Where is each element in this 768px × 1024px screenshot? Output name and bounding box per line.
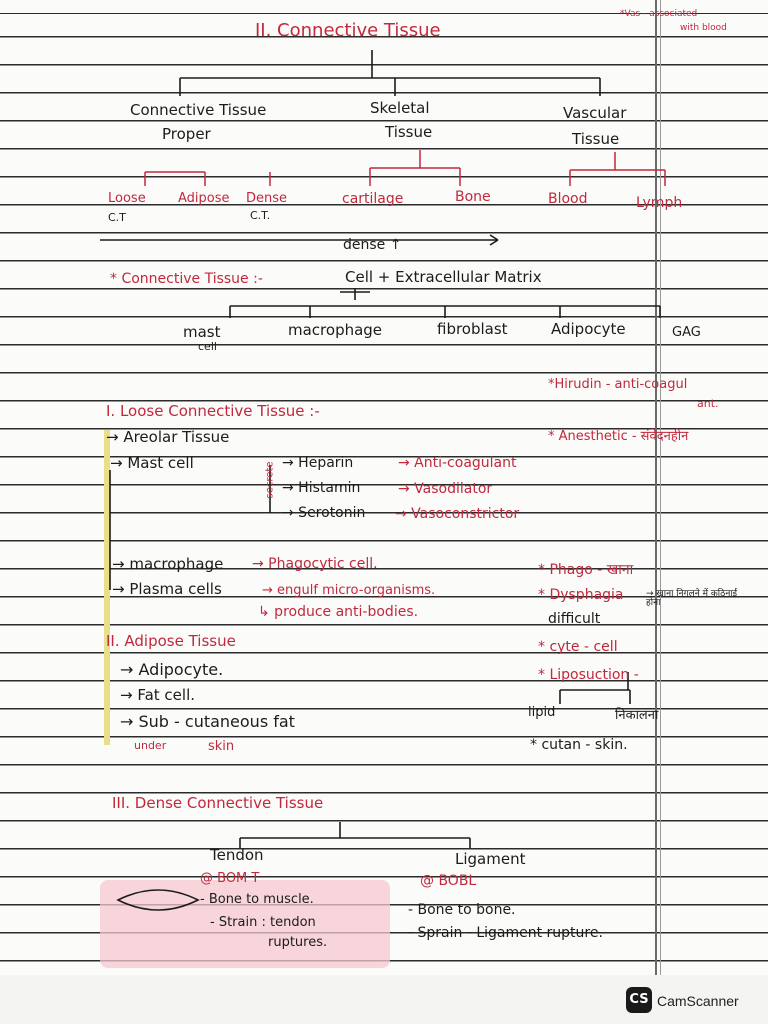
page-title: II. Connective Tissue xyxy=(255,20,441,41)
top-note-line2: with blood xyxy=(680,23,727,33)
subcutaneous-item: → Sub - cutaneous fat xyxy=(120,712,295,731)
subtype-dense-line2: C.T. xyxy=(250,209,271,222)
tendon-desc-2: - Strain : tendon xyxy=(210,915,316,930)
hirudin-note-line2: ant. xyxy=(697,397,719,410)
subtype-cartilage: cartilage xyxy=(342,191,404,207)
macrophage-item: → macrophage xyxy=(112,555,224,573)
cell-macrophage: macrophage xyxy=(288,321,383,339)
category-skeletal: Skeletal xyxy=(370,99,430,117)
category-ct-proper-line2: Proper xyxy=(162,125,211,143)
anesthetic-note: * Anesthetic - संवेदनहीन xyxy=(548,429,689,444)
adipocyte-item: → Adipocyte. xyxy=(120,660,224,679)
cell-fibroblast: fibroblast xyxy=(437,320,508,338)
subtype-lymph: Lymph xyxy=(636,195,683,211)
dense-arrow-label: dense ↑ xyxy=(343,237,402,253)
histamin: → Histamin xyxy=(282,480,361,496)
tendon-desc-3: ruptures. xyxy=(268,935,328,950)
top-note-line1: *Vas - associated xyxy=(620,9,698,19)
cell-gag: GAG xyxy=(672,325,701,340)
subtype-loose: Loose xyxy=(108,191,146,206)
hirudin-note: *Hirudin - anti-coagul xyxy=(548,377,688,392)
fat-cell-item: → Fat cell. xyxy=(120,686,196,704)
category-vascular-line2: Tissue xyxy=(572,130,620,148)
tendon-mnemonic: @ BOM T xyxy=(200,871,260,886)
dysphagia-hindi: → खाना निगलने में कठिनाई होना xyxy=(646,589,738,608)
cell-adipocyte: Adipocyte xyxy=(551,320,626,338)
ligament-desc-1: - Bone to bone. xyxy=(408,902,516,918)
camscanner-watermark: CamScanner xyxy=(657,993,739,1009)
tendon-desc-1: - Bone to muscle. xyxy=(200,892,314,907)
subtype-blood: Blood xyxy=(548,191,588,207)
adipose-heading: II. Adipose Tissue xyxy=(106,632,236,650)
ligament-desc-2: - Sprain - Ligament rupture. xyxy=(408,925,603,941)
liposuction-note: * Liposuction - xyxy=(538,667,639,683)
nikalna-note: निकालना xyxy=(615,708,659,723)
category-skeletal-line2: Tissue xyxy=(385,123,433,141)
ct-definition-rhs: Cell + Extracellular Matrix xyxy=(345,268,542,286)
phago-note: * Phago - खाना xyxy=(538,562,634,578)
camscanner-logo-icon: CS xyxy=(626,987,652,1013)
heparin-function: → Anti-coagulant xyxy=(398,455,517,471)
cell-mast: mast xyxy=(183,323,221,341)
category-vascular: Vascular xyxy=(563,104,627,122)
subtype-dense: Dense xyxy=(246,191,288,206)
lipid-note: lipid xyxy=(528,705,556,720)
category-ct-proper: Connective Tissue xyxy=(130,101,267,119)
serotonin: → Serotonin xyxy=(282,505,366,521)
secrete-label: secrete xyxy=(264,461,276,499)
cutan-note: * cutan - skin. xyxy=(530,737,628,753)
plasma-cells: → Plasma cells xyxy=(112,580,222,598)
difficult-note: difficult xyxy=(548,611,601,627)
ligament-mnemonic: @ BOBL xyxy=(420,873,477,889)
heparin: → Heparin xyxy=(282,455,354,471)
produce-note: ↳ produce anti-bodies. xyxy=(258,604,419,620)
serotonin-function: → Vasoconstrictor xyxy=(395,506,520,522)
macrophage-function: → Phagocytic cell. xyxy=(252,556,378,572)
dysphagia-note: * Dysphagia xyxy=(538,587,624,603)
loose-heading: I. Loose Connective Tissue :- xyxy=(106,402,320,420)
areolar-tissue: → Areolar Tissue xyxy=(106,428,230,446)
mast-cell: → Mast cell xyxy=(110,454,194,472)
histamin-function: → Vasodilator xyxy=(398,481,493,497)
under-label: under xyxy=(134,739,167,752)
ct-definition-lhs: * Connective Tissue :- xyxy=(110,271,263,287)
subtype-loose-line2: C.T xyxy=(108,211,126,224)
engulf-note: → engulf micro-organisms. xyxy=(262,583,436,598)
subtype-adipose: Adipose xyxy=(178,191,230,206)
dense-heading: III. Dense Connective Tissue xyxy=(112,794,324,812)
skin-label: skin xyxy=(208,739,235,754)
cell-mast-sub: cell xyxy=(198,340,217,353)
ligament-label: Ligament xyxy=(455,850,526,868)
tendon-label: Tendon xyxy=(210,846,264,864)
cyte-note: * cyte - cell xyxy=(538,639,618,655)
subtype-bone: Bone xyxy=(455,189,491,205)
